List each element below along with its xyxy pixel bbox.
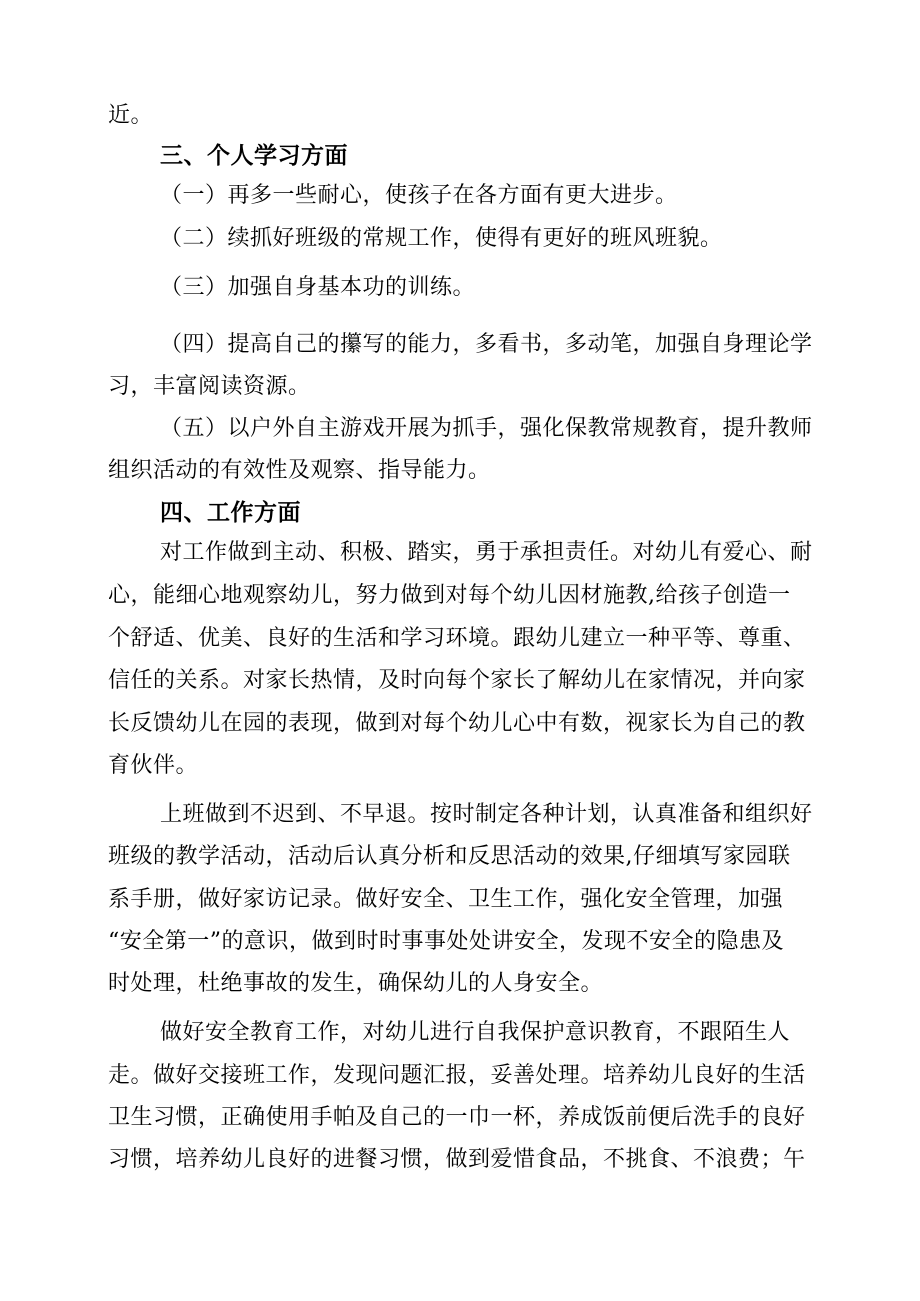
list-item: （二）续抓好班级的常规工作，使得有更好的班风班貌。 bbox=[160, 226, 723, 251]
text-line: 组织活动的有效性及观察、指导能力。 bbox=[108, 458, 491, 483]
text-line: 近。 bbox=[108, 103, 154, 128]
paragraph-line: 对工作做到主动、积极、踏实，勇于承担责任。对幼儿有爱心、耐 bbox=[160, 540, 813, 565]
paragraph-line: 信任的关系。对家长热情，及时向每个家长了解幼儿在家情况，并向家 bbox=[108, 668, 806, 693]
paragraph-line: 系手册，做好家访记录。做好安全、卫生工作，强化安全管理，加强 bbox=[108, 887, 784, 912]
paragraph-line: 心，能细心地观察幼儿，努力做到对每个幼儿因材施教,给孩子创造一 bbox=[108, 583, 791, 608]
paragraph-line: 班级的教学活动，活动后认真分析和反思活动的效果,仔细填写家园联 bbox=[108, 844, 791, 869]
paragraph-line: “安全第一”的意识，做到时时事事处处讲安全，发现不安全的隐患及 bbox=[108, 929, 784, 954]
paragraph-line: 卫生习惯，正确使用手帕及自己的一巾一杯，养成饭前便后洗手的良好 bbox=[108, 1105, 806, 1130]
list-item: （四）提高自己的攥写的能力，多看书，多动笔，加强自身理论学 bbox=[160, 332, 813, 357]
list-item: （一）再多一些耐心，使孩子在各方面有更大进步。 bbox=[160, 183, 678, 208]
section-heading-personal-study: 三、个人学习方面 bbox=[160, 143, 348, 169]
paragraph-line: 长反馈幼儿在园的表现，做到对每个幼儿心中有数，视家长为自己的教 bbox=[108, 711, 806, 736]
text-line: 习，丰富阅读资源。 bbox=[108, 374, 311, 399]
paragraph-line: 习惯，培养幼儿良好的进餐习惯，做到爱惜食品，不挑食、不浪费；午 bbox=[108, 1147, 806, 1172]
paragraph-line: 走。做好交接班工作，发现问题汇报，妥善处理。培养幼儿良好的生活 bbox=[108, 1063, 806, 1088]
paragraph-line: 时处理，杜绝事故的发生，确保幼儿的人身安全。 bbox=[108, 971, 604, 996]
list-item: （三）加强自身基本功的训练。 bbox=[160, 275, 476, 300]
paragraph-line: 个舒适、优美、良好的生活和学习环境。跟幼儿建立一种平等、尊重、 bbox=[108, 626, 806, 651]
list-item: （五）以户外自主游戏开展为抓手，强化保教常规教育，提升教师 bbox=[160, 416, 813, 441]
section-heading-work: 四、工作方面 bbox=[160, 500, 301, 526]
paragraph-line: 上班做到不迟到、不早退。按时制定各种计划，认真准备和组织好 bbox=[160, 802, 813, 827]
paragraph-line: 育伙伴。 bbox=[108, 753, 199, 778]
paragraph-line: 做好安全教育工作，对幼儿进行自我保护意识教育，不跟陌生人 bbox=[160, 1020, 791, 1045]
